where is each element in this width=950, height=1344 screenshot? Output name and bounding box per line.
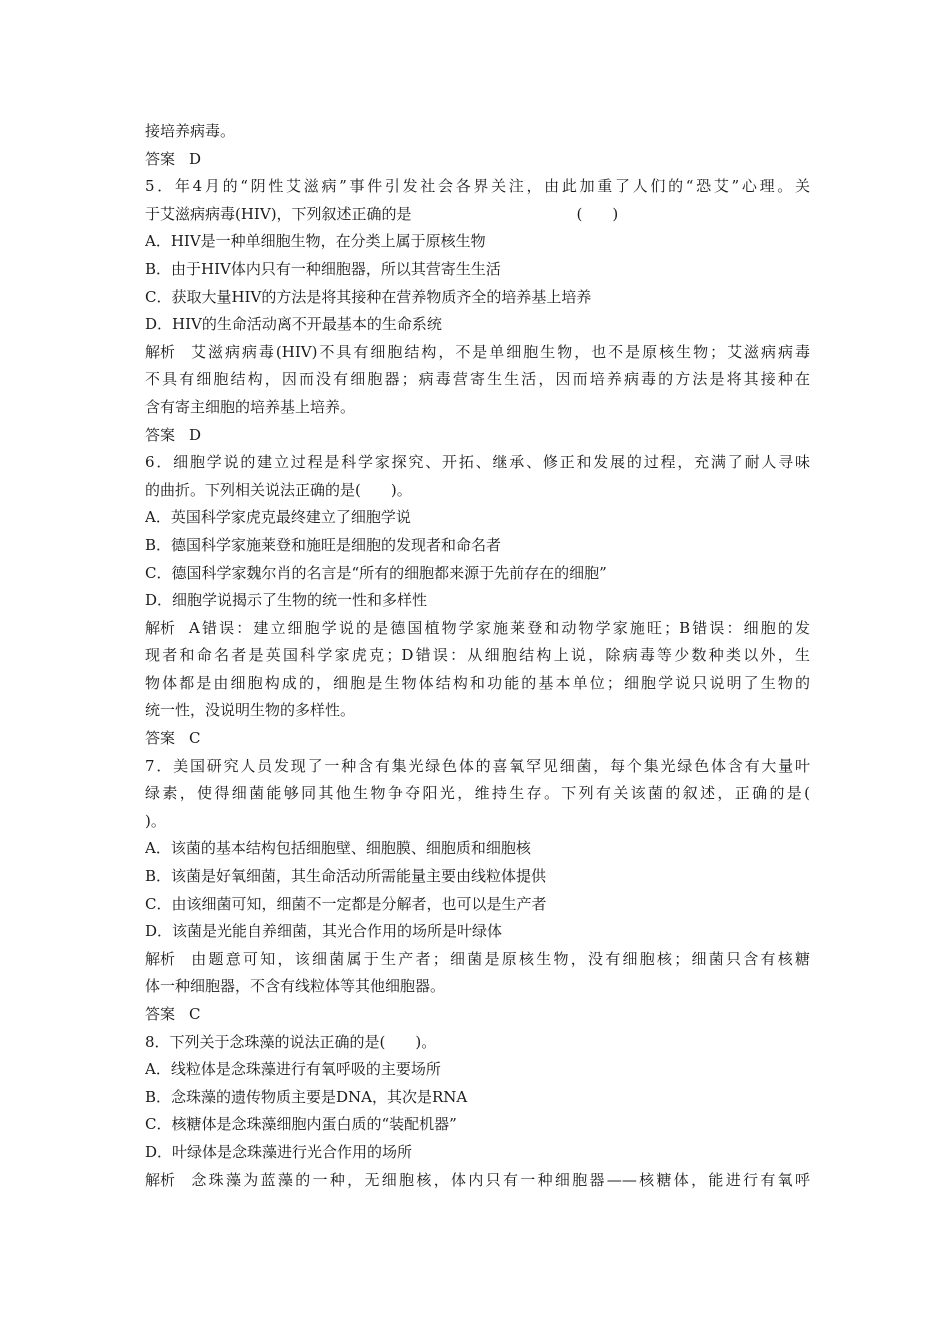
text-line xyxy=(145,973,810,1001)
line-text: 8．下列关于念珠藻的说法正确的是( )。 xyxy=(145,1032,437,1051)
text-line xyxy=(145,311,810,339)
line-text: 统一性，没说明生物的多样性。 xyxy=(145,701,356,720)
line-text: 现者和命名者是英国科学家虎克；D错误：从细胞结构上说，除病毒等少数种类以外，生 xyxy=(145,646,810,665)
line-text: B．德国科学家施莱登和施旺是细胞的发现者和命名者 xyxy=(145,535,502,554)
line-text: A．线粒体是念珠藻进行有氧呼吸的主要场所 xyxy=(145,1060,441,1079)
text-line xyxy=(145,615,810,643)
line-label: 答案 xyxy=(145,1005,176,1023)
text-line xyxy=(145,1111,810,1139)
text-line xyxy=(145,504,810,532)
line-text: A错误：建立细胞学说的是德国植物学家施莱登和动物学家施旺；B错误：细胞的发 xyxy=(189,618,810,637)
text-line xyxy=(145,1056,810,1084)
document-page xyxy=(145,118,810,1194)
text-line xyxy=(145,918,810,946)
line-text: A．HIV是一种单细胞生物，在分类上属于原核生物 xyxy=(145,232,486,251)
text-line xyxy=(145,1139,810,1167)
line-text: 绿素，使得细菌能够同其他生物争夺阳光，维持生存。下列有关该菌的叙述，正确的是( xyxy=(145,784,810,803)
line-text: 于艾滋病病毒(HIV)，下列叙述正确的是 ( ) xyxy=(145,204,619,223)
line-label: 答案 xyxy=(145,149,176,168)
text-line xyxy=(145,946,810,974)
text-line xyxy=(145,891,810,919)
line-text: 艾滋病病毒(HIV)不具有细胞结构，不是单细胞生物，也不是原核生物；艾滋病病毒 xyxy=(189,342,810,361)
line-text: B．由于HIV体内只有一种细胞器，所以其营寄生生活 xyxy=(145,259,501,278)
line-text: C．德国科学家魏尔肖的名言是“所有的细胞都来源于先前存在的细胞” xyxy=(145,563,607,582)
line-text: B．念珠藻的遗传物质主要是DNA，其次是RNA xyxy=(145,1087,468,1106)
line-text: D．该菌是光能自养细菌，其光合作用的场所是叶绿体 xyxy=(145,922,503,941)
line-text: 体一种细胞器，不含有线粒体等其他细胞器。 xyxy=(145,977,446,996)
line-text: D．叶绿体是念珠藻进行光合作用的场所 xyxy=(145,1142,413,1161)
line-text: D xyxy=(189,149,202,168)
line-text: 7．美国研究人员发现了一种含有集光绿色体的喜氧罕见细菌，每个集光绿色体含有大量叶 xyxy=(145,756,810,775)
text-line xyxy=(145,560,810,588)
line-label: 答案 xyxy=(145,425,176,444)
line-text: 念珠藻为蓝藻的一种，无细胞核，体内只有一种细胞器——核糖体，能进行有氧呼 xyxy=(189,1170,810,1189)
text-line xyxy=(145,366,810,394)
text-line xyxy=(145,284,810,312)
text-line xyxy=(145,1084,810,1112)
text-line xyxy=(145,422,810,450)
line-label: 解析 xyxy=(145,949,176,968)
line-label: 解析 xyxy=(145,618,176,637)
line-text: C xyxy=(189,729,201,748)
line-label: 答案 xyxy=(145,729,176,748)
text-line xyxy=(145,532,810,560)
line-text: 物体都是由细胞构成的，细胞是生物体结构和功能的基本单位；细胞学说只说明了生物的 xyxy=(145,673,810,692)
line-text: C．由该细菌可知，细菌不一定都是分解者，也可以是生产者 xyxy=(145,894,547,913)
text-line xyxy=(145,642,810,670)
line-text: 由题意可知，该细菌属于生产者；细菌是原核生物，没有细胞核；细菌只含有核糖 xyxy=(189,949,810,968)
text-line xyxy=(145,725,810,753)
text-line xyxy=(145,256,810,284)
text-line xyxy=(145,228,810,256)
line-text: 含有寄主细胞的培养基上培养。 xyxy=(145,397,356,416)
text-line xyxy=(145,780,810,808)
line-label: 解析 xyxy=(145,1170,176,1189)
text-line xyxy=(145,1167,810,1195)
line-text: A．该菌的基本结构包括细胞壁、细胞膜、细胞质和细胞核 xyxy=(145,839,531,858)
line-text: D xyxy=(189,425,202,444)
line-text: A．英国科学家虎克最终建立了细胞学说 xyxy=(145,508,411,527)
line-text: D．细胞学说揭示了生物的统一性和多样性 xyxy=(145,591,428,610)
line-text: B．该菌是好氧细菌，其生命活动所需能量主要由线粒体提供 xyxy=(145,867,547,886)
text-line xyxy=(145,753,810,781)
text-line xyxy=(145,449,810,477)
text-line xyxy=(145,697,810,725)
line-text: D．HIV的生命活动离不开最基本的生命系统 xyxy=(145,315,442,334)
text-line xyxy=(145,835,810,863)
line-text: 5．年4月的“阴性艾滋病”事件引发社会各界关注，由此加重了人们的“恐艾”心理。关 xyxy=(145,177,810,196)
text-line xyxy=(145,587,810,615)
text-line xyxy=(145,118,810,146)
line-text: )。 xyxy=(145,811,166,830)
line-text: 的曲折。下列相关说法正确的是( )。 xyxy=(145,480,412,499)
text-line xyxy=(145,1001,810,1029)
line-text: 6．细胞学说的建立过程是科学家探究、开拓、继承、修正和发展的过程，充满了耐人寻味 xyxy=(145,453,810,472)
line-text: C xyxy=(189,1005,201,1023)
line-text: C．获取大量HIV的方法是将其接种在营养物质齐全的培养基上培养 xyxy=(145,287,592,306)
text-line xyxy=(145,173,810,201)
text-line xyxy=(145,670,810,698)
line-text: 接培养病毒。 xyxy=(145,122,236,140)
text-line xyxy=(145,1029,810,1057)
line-text: 不具有细胞结构，因而没有细胞器；病毒营寄生生活，因而培养病毒的方法是将其接种在 xyxy=(145,370,810,389)
text-line xyxy=(145,146,810,174)
line-text: C．核糖体是念珠藻细胞内蛋白质的“装配机器” xyxy=(145,1115,457,1134)
text-line xyxy=(145,863,810,891)
text-line xyxy=(145,394,810,422)
text-line xyxy=(145,339,810,367)
text-line xyxy=(145,477,810,505)
line-label: 解析 xyxy=(145,342,176,361)
text-line xyxy=(145,808,810,836)
text-line xyxy=(145,201,810,229)
